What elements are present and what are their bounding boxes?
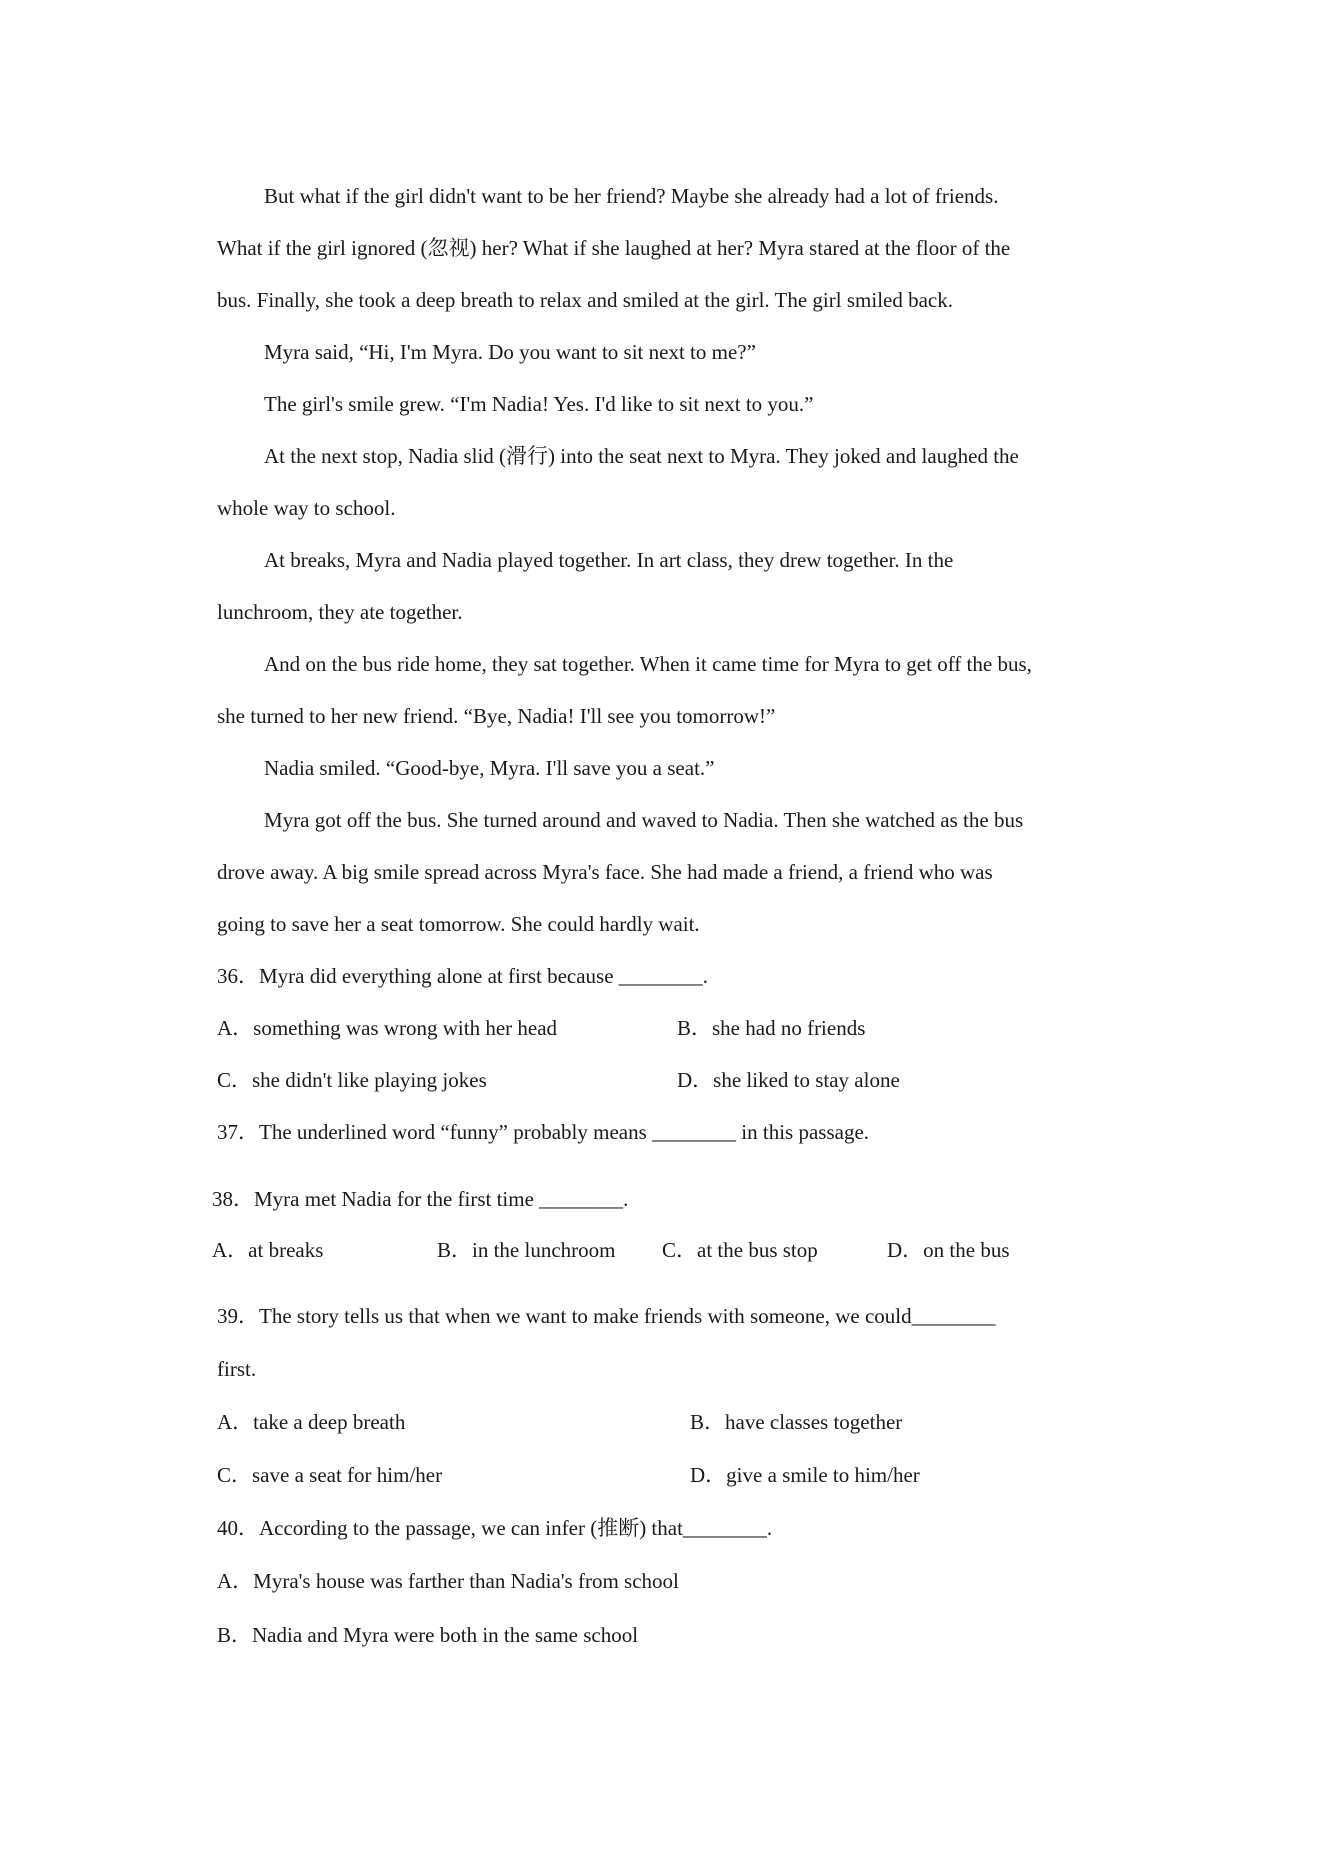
passage-line: At the next stop, Nadia slid (滑行) into the seat next to Myra. They joked and laughed the <box>264 444 1019 468</box>
question-39-option-d: D．give a smile to him/her <box>690 1463 920 1487</box>
question-36-option-a: A．something was wrong with her head <box>217 1016 558 1040</box>
passage-line: bus. Finally, she took a deep breath to relax and smiled at the girl. The girl smiled back. <box>217 288 953 312</box>
passage-line: going to save her a seat tomorrow. She could hardly wait. <box>217 912 700 936</box>
question-39-option-c: C．save a seat for him/her <box>217 1463 443 1487</box>
question-38-option-d: D．on the bus <box>887 1238 1010 1262</box>
passage-line: And on the bus ride home, they sat together. When it came time for Myra to get off the bus, <box>264 652 1032 676</box>
passage-line: Myra said, “Hi, I'm Myra. Do you want to sit next to me?” <box>264 340 756 364</box>
question-36-option-b: B．she had no friends <box>677 1016 866 1040</box>
question-39-stem: 39．The story tells us that when we want to make friends with someone, we could________ <box>217 1304 996 1328</box>
passage-line: Nadia smiled. “Good-bye, Myra. I'll save you a seat.” <box>264 756 715 780</box>
passage-line: she turned to her new friend. “Bye, Nadia! I'll see you tomorrow!” <box>217 704 776 728</box>
passage-line: whole way to school. <box>217 496 396 520</box>
question-40-option-b: B．Nadia and Myra were both in the same school <box>217 1623 639 1647</box>
question-38-stem: 38．Myra met Nadia for the first time ________. <box>212 1187 629 1211</box>
passage-line: lunchroom, they ate together. <box>217 600 463 624</box>
question-38-option-b: B．in the lunchroom <box>437 1238 616 1262</box>
question-36-option-c: C．she didn't like playing jokes <box>217 1068 487 1092</box>
passage-line: drove away. A big smile spread across Myra's face. She had made a friend, a friend who was <box>217 860 993 884</box>
passage-line: Myra got off the bus. She turned around and waved to Nadia. Then she watched as the bus <box>264 808 1024 832</box>
question-40-option-a: A．Myra's house was farther than Nadia's from school <box>217 1569 679 1593</box>
question-38-option-c: C．at the bus stop <box>662 1238 818 1262</box>
passage-line: The girl's smile grew. “I'm Nadia! Yes. I'd like to sit next to you.” <box>264 392 814 416</box>
question-37-stem: 37．The underlined word “funny” probably means ________ in this passage. <box>217 1120 870 1144</box>
passage-line: At breaks, Myra and Nadia played together. In art class, they drew together. In the <box>264 548 954 572</box>
passage-line: What if the girl ignored (忽视) her? What if she laughed at her? Myra stared at the floor of the <box>217 236 1011 260</box>
question-36-stem: 36．Myra did everything alone at first because ________. <box>217 964 709 988</box>
question-39-stem-continued: first. <box>217 1357 257 1381</box>
question-38-option-a: A．at breaks <box>212 1238 324 1262</box>
question-36-option-d: D．she liked to stay alone <box>677 1068 900 1092</box>
question-39-option-a: A．take a deep breath <box>217 1410 406 1434</box>
question-40-stem: 40．According to the passage, we can infer (推断) that________. <box>217 1516 773 1540</box>
question-39-option-b: B．have classes together <box>690 1410 903 1434</box>
passage-line: But what if the girl didn't want to be her friend? Maybe she already had a lot of friends. <box>264 184 999 208</box>
